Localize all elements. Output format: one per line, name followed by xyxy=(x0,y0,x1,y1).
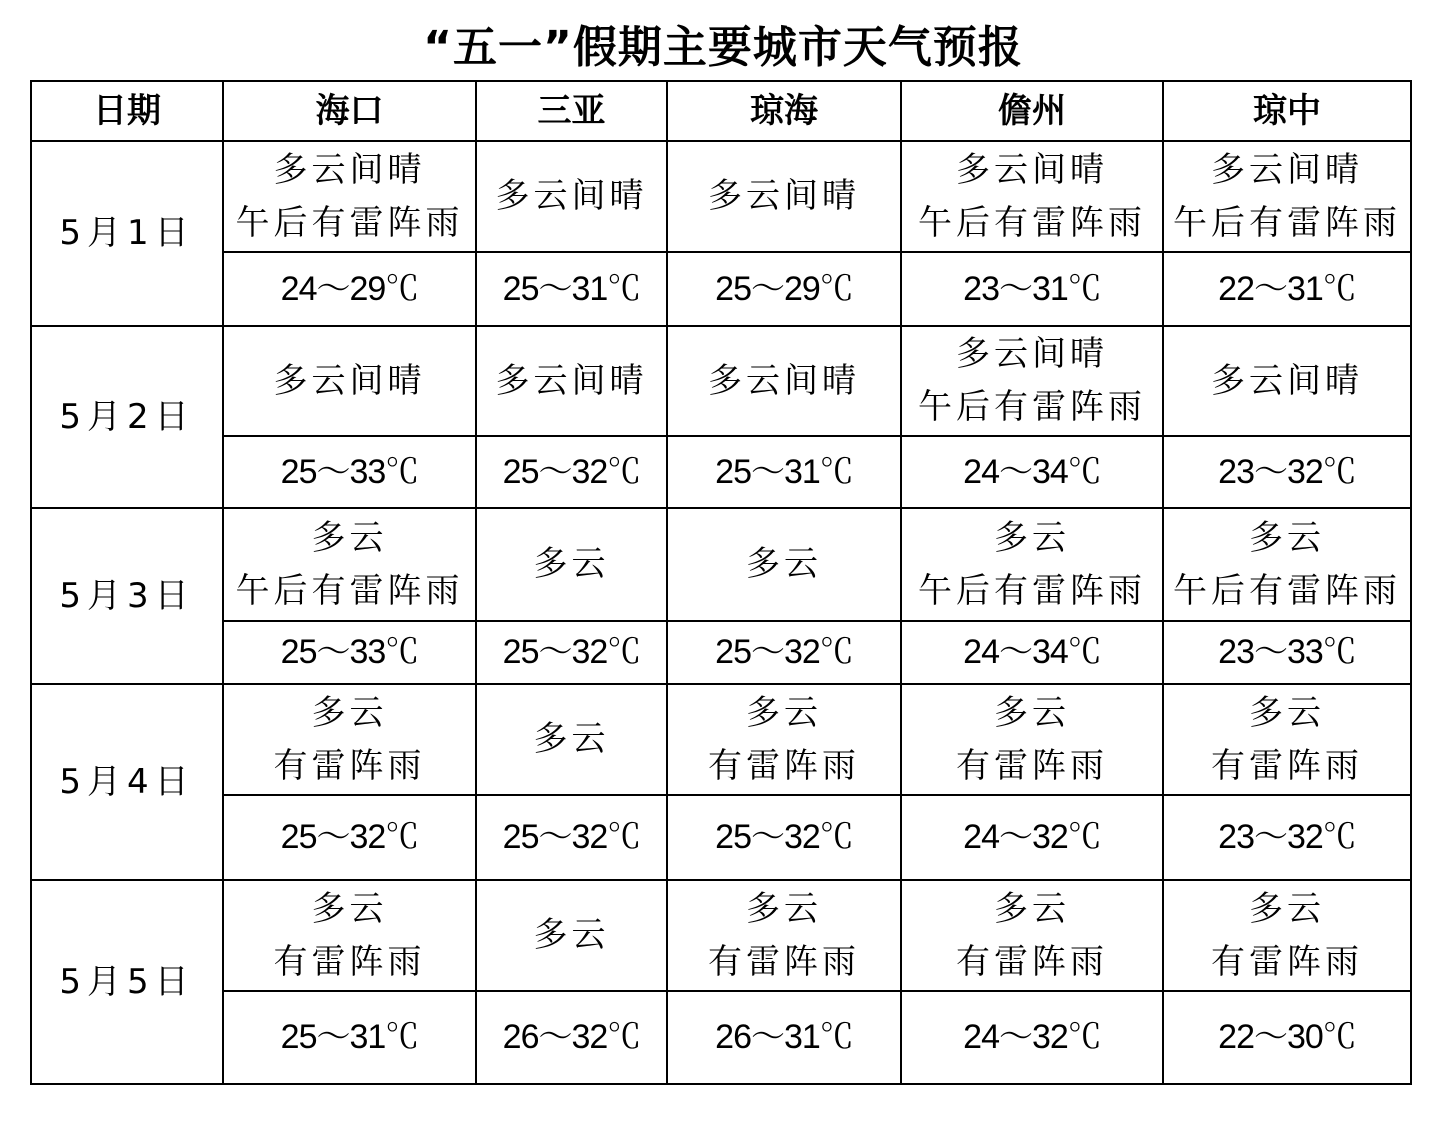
temperature-cell: 24～34℃ xyxy=(901,436,1163,508)
header-city: 三亚 xyxy=(476,81,667,141)
temperature-cell: 24～32℃ xyxy=(901,795,1163,880)
weather-text: 有雷阵雨 xyxy=(1211,745,1363,786)
weather-cell xyxy=(223,326,476,436)
weather-cell xyxy=(223,141,476,252)
weather-text: 多云间晴 xyxy=(495,360,648,401)
weather-cell xyxy=(667,508,901,621)
temperature-cell: 24～32℃ xyxy=(901,991,1163,1084)
weather-text: 多云 xyxy=(1249,517,1325,558)
temperature-cell: 25～32℃ xyxy=(667,621,901,684)
table-row-temperature xyxy=(31,436,1411,508)
table-row-weather xyxy=(31,326,1411,436)
forecast-table xyxy=(30,80,1412,1085)
date-cell: 5月3日 xyxy=(31,508,223,684)
weather-cell xyxy=(476,141,667,252)
weather-text: 多云间晴 xyxy=(273,360,426,401)
weather-cell xyxy=(901,684,1163,795)
header-city: 琼海 xyxy=(667,81,901,141)
page-title: “五一”假期主要城市天气预报 xyxy=(423,22,1023,73)
weather-text: 多云间晴 xyxy=(1211,149,1363,190)
header-city: 海口 xyxy=(223,81,476,141)
table-header-row xyxy=(31,81,1411,141)
temperature-cell: 25～32℃ xyxy=(476,436,667,508)
weather-cell xyxy=(667,684,901,795)
weather-text: 多云间晴 xyxy=(708,360,860,401)
weather-text: 多云 xyxy=(1249,692,1325,733)
header-city: 儋州 xyxy=(901,81,1163,141)
weather-text: 多云 xyxy=(533,915,610,955)
date-cell: 5月2日 xyxy=(31,326,223,508)
weather-text: 多云间晴 xyxy=(273,149,426,190)
weather-text: 多云 xyxy=(746,692,822,733)
header-city: 琼中 xyxy=(1163,81,1411,141)
weather-text: 多云间晴 xyxy=(956,334,1108,374)
temperature-cell: 22～31℃ xyxy=(1163,252,1411,326)
weather-text: 多云间晴 xyxy=(708,176,860,216)
table-row-weather xyxy=(31,141,1411,252)
weather-text: 多云 xyxy=(994,517,1070,558)
table-row-temperature xyxy=(31,252,1411,326)
weather-text: 多云 xyxy=(1249,888,1325,929)
temperature-cell: 25～33℃ xyxy=(223,621,476,684)
date-cell: 5月1日 xyxy=(31,141,223,326)
temperature-cell: 25～29℃ xyxy=(667,252,901,326)
table-row-weather xyxy=(31,684,1411,795)
weather-cell xyxy=(1163,141,1411,252)
weather-cell xyxy=(223,684,476,795)
weather-text: 有雷阵雨 xyxy=(273,745,426,786)
weather-text: 午后有雷阵雨 xyxy=(1173,570,1401,611)
weather-text: 有雷阵雨 xyxy=(956,941,1108,982)
temperature-cell: 25～33℃ xyxy=(223,436,476,508)
weather-cell xyxy=(901,880,1163,991)
temperature-cell: 23～33℃ xyxy=(1163,621,1411,684)
weather-text: 有雷阵雨 xyxy=(708,745,860,786)
weather-text: 午后有雷阵雨 xyxy=(918,387,1146,427)
weather-cell xyxy=(667,326,901,436)
temperature-cell: 26～31℃ xyxy=(667,991,901,1084)
temperature-cell: 25～31℃ xyxy=(667,436,901,508)
weather-text: 多云 xyxy=(311,517,388,558)
weather-cell xyxy=(901,326,1163,436)
weather-cell xyxy=(1163,880,1411,991)
temperature-cell: 24～29℃ xyxy=(223,252,476,326)
weather-text: 多云 xyxy=(994,888,1070,929)
weather-text: 多云 xyxy=(533,544,610,584)
temperature-cell: 25～32℃ xyxy=(667,795,901,880)
weather-cell xyxy=(901,508,1163,621)
weather-text: 多云 xyxy=(311,888,388,929)
weather-cell xyxy=(476,326,667,436)
temperature-cell: 24～34℃ xyxy=(901,621,1163,684)
temperature-cell: 22～30℃ xyxy=(1163,991,1411,1084)
weather-text: 多云 xyxy=(746,888,822,929)
table-row-temperature xyxy=(31,991,1411,1084)
weather-cell xyxy=(901,141,1163,252)
weather-cell xyxy=(1163,684,1411,795)
weather-text: 有雷阵雨 xyxy=(956,745,1108,786)
weather-text: 多云 xyxy=(994,692,1070,733)
weather-text: 有雷阵雨 xyxy=(1211,941,1363,982)
date-cell: 5月5日 xyxy=(31,880,223,1084)
table-row-temperature xyxy=(31,621,1411,684)
temperature-cell: 23～32℃ xyxy=(1163,795,1411,880)
table-row-weather xyxy=(31,880,1411,991)
header-date: 日期 xyxy=(31,81,223,141)
table-row-weather xyxy=(31,508,1411,621)
table-row-temperature xyxy=(31,795,1411,880)
weather-cell xyxy=(1163,508,1411,621)
weather-text: 有雷阵雨 xyxy=(273,941,426,982)
weather-cell xyxy=(476,508,667,621)
temperature-cell: 23～31℃ xyxy=(901,252,1163,326)
weather-cell xyxy=(223,508,476,621)
weather-text: 午后有雷阵雨 xyxy=(235,202,464,243)
weather-cell xyxy=(476,684,667,795)
weather-text: 午后有雷阵雨 xyxy=(918,570,1146,611)
weather-cell xyxy=(667,880,901,991)
weather-cell xyxy=(667,141,901,252)
weather-text: 有雷阵雨 xyxy=(708,941,860,982)
temperature-cell: 25～32℃ xyxy=(476,621,667,684)
temperature-cell: 25～32℃ xyxy=(476,795,667,880)
weather-text: 多云 xyxy=(746,544,822,584)
weather-cell xyxy=(223,880,476,991)
weather-text: 多云 xyxy=(533,719,610,759)
weather-text: 午后有雷阵雨 xyxy=(1173,202,1401,243)
temperature-cell: 25～31℃ xyxy=(223,991,476,1084)
date-cell: 5月4日 xyxy=(31,684,223,880)
weather-text: 多云间晴 xyxy=(495,176,648,216)
weather-text: 多云间晴 xyxy=(956,149,1108,190)
weather-text: 多云 xyxy=(311,692,388,733)
temperature-cell: 23～32℃ xyxy=(1163,436,1411,508)
weather-text: 午后有雷阵雨 xyxy=(235,570,464,611)
temperature-cell: 26～32℃ xyxy=(476,991,667,1084)
weather-cell xyxy=(1163,326,1411,436)
weather-text: 午后有雷阵雨 xyxy=(918,202,1146,243)
weather-text: 多云间晴 xyxy=(1211,360,1363,401)
temperature-cell: 25～31℃ xyxy=(476,252,667,326)
weather-cell xyxy=(476,880,667,991)
temperature-cell: 25～32℃ xyxy=(223,795,476,880)
